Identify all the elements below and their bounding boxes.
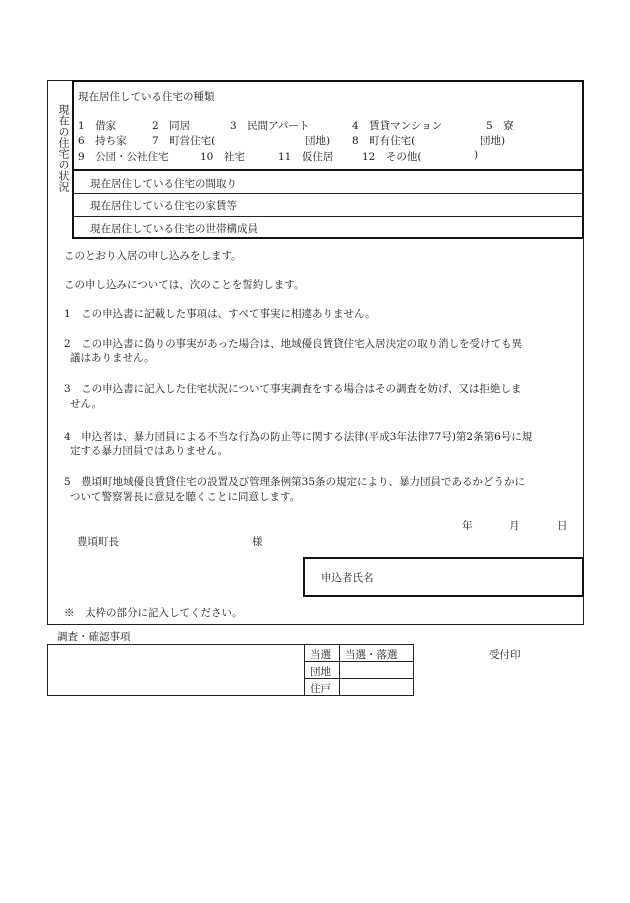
date-month-label: 月: [509, 520, 520, 532]
option-own-house[interactable]: 6 持ち家: [78, 135, 127, 147]
estate-row-label: 団地: [310, 666, 331, 678]
date-day-label: 日: [557, 520, 568, 532]
pledge-intro: この申し込みについては、次のことを誓約します。: [64, 279, 305, 291]
option-dormitory[interactable]: 5 寮: [486, 120, 514, 132]
reception-stamp-label: 受付印: [489, 649, 521, 661]
town-housing-estate-suffix: 団地): [305, 135, 331, 147]
other-close-paren: ): [474, 149, 479, 161]
option-other[interactable]: 12 その他(: [362, 151, 422, 163]
pledge-item-4: 4 申込者は、暴力団員による不当な行為の防止等に関する法律(平成3年法律77号)第2条第6号に規: [64, 431, 533, 443]
pledge-item-2: 2 この申込書に偽りの事実があった場合は、地域優良賃貸住宅入居決定の取り消しを受けても異: [64, 338, 523, 350]
option-rental-mansion[interactable]: 4 賃貸マンション: [352, 120, 443, 132]
pledge-item-3-cont: せん。: [70, 398, 103, 410]
option-cohabitation[interactable]: 2 同居: [152, 120, 191, 132]
household-label: 現在居住している住宅の世帯構成員: [90, 223, 258, 235]
pledge-item-3: 3 この申込書に記入した住宅状況について事実調査をする場合はその調査を妨げ、又は拒絶しま: [64, 383, 522, 395]
option-company-housing[interactable]: 10 社宅: [200, 151, 245, 163]
result-row-label: 当選: [310, 649, 331, 661]
option-town-housing[interactable]: 7 町営住宅(: [152, 135, 216, 147]
pledge-item-4-cont: 定する暴力団員ではありません。: [70, 445, 229, 457]
date-year-label: 年: [462, 520, 473, 532]
housing-type-heading: 現在居住している住宅の種類: [78, 91, 215, 103]
pledge-item-1: 1 この申込書に記載した事項は、すべて事実に相違ありません。: [64, 308, 376, 320]
applicant-name-label: 申込者氏名: [321, 572, 374, 584]
town-owned-estate-suffix: 団地): [480, 135, 506, 147]
result-value: 当選・落選: [345, 649, 398, 661]
application-intro: このとおり入居の申し込みをします。: [64, 250, 242, 262]
table-divider: [304, 644, 305, 696]
floor-plan-label: 現在居住している住宅の間取り: [90, 178, 237, 190]
unit-row-label: 住戸: [310, 683, 331, 695]
confirmation-heading: 調査・確認事項: [57, 631, 131, 643]
option-private-apartment[interactable]: 3 民間アパート: [230, 120, 310, 132]
option-public-corporation-housing[interactable]: 9 公団・公社住宅: [78, 151, 169, 163]
option-temporary-housing[interactable]: 11 仮住居: [278, 151, 334, 163]
honorific: 様: [252, 536, 263, 548]
row-divider: [72, 193, 584, 194]
pledge-item-5-cont: ついて警察署長に意見を聴くことに同意します。: [70, 491, 301, 503]
table-divider: [339, 644, 340, 696]
pledge-item-2-cont: 議はありません。: [70, 352, 155, 364]
addressee: 豊頃町長: [77, 536, 119, 548]
rent-label: 現在居住している住宅の家賃等: [90, 200, 237, 212]
option-rental-house[interactable]: 1 借家: [78, 120, 117, 132]
fill-in-note: ※ 太枠の部分に記入してください。: [64, 607, 243, 619]
pledge-item-5: 5 豊頃町地域優良賃貸住宅の設置及び管理条例第35条の規定により、暴力団員であるかどうかに: [64, 476, 526, 488]
row-divider: [72, 216, 584, 217]
current-housing-side-label: 現在の住宅の状況: [57, 104, 70, 192]
option-town-owned-housing[interactable]: 8 町有住宅(: [352, 135, 416, 147]
